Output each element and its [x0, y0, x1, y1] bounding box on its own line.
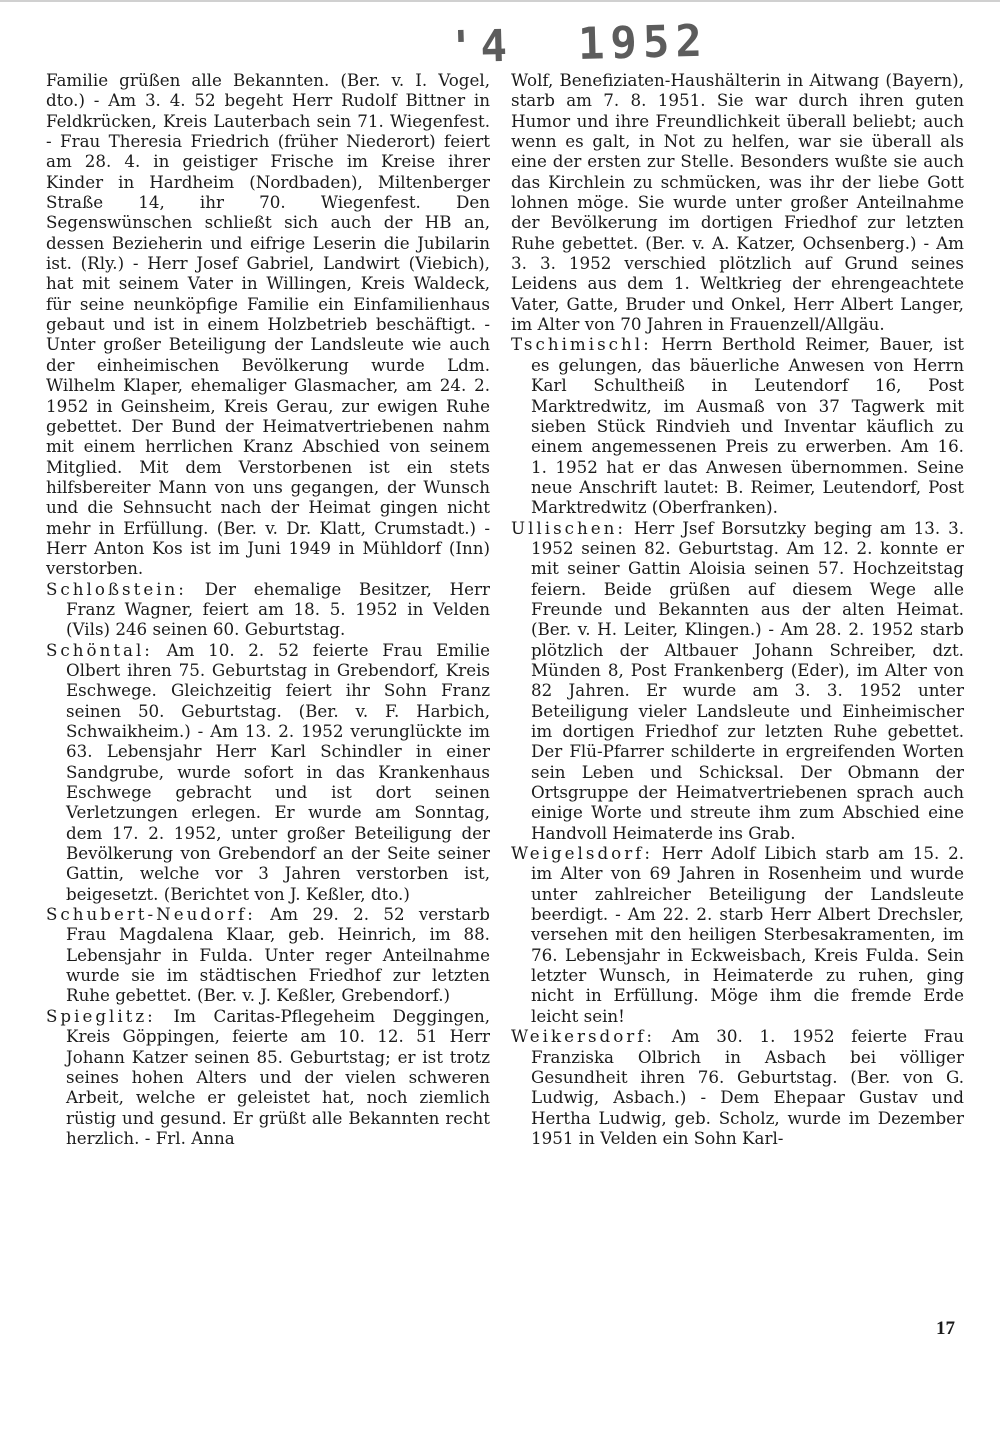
- entry-ullischen: [511, 518, 964, 844]
- entry-weikersdorf: [511, 1026, 964, 1148]
- place-name: Tschimischl:: [511, 334, 652, 355]
- entry-text: Herrn Berthold Reimer, Bauer, ist es gelungen, das bäuerliche Anwesen von Herrn Karl Schultheiß in Leutendorf 16, Post Marktredwitz, im Ausmaß von 37 Tagwerk mit sieben Stück Rindvieh und Inventar käuflich zu einem angemessenen Preis zu erwerben. Am 16. 1. 1952 hat er das Anwesen übernommen. Seine neue Anschrift lautet: B. Reimer, Leutendorf, Post Marktredwitz (Oberfranken).: [531, 334, 964, 518]
- entry-text: Am 10. 2. 52 feierte Frau Emilie Olbert ihren 75. Geburtstag in Grebendorf, Kreis Eschwege. Gleichzeitig feiert ihr Sohn Franz seinen 50. Geburtstag. (Ber. v. F. Harbich, Schwaikheim.) - Am 13. 2. 1952 verunglückte im 63. Lebensjahr Herr Karl Schindler in einer Sandgrube, wurde sofort in das Krankenhaus Eschwege gebracht und ist dort seinen Verletzungen erlegen. Er wurde am Sonntag, dem 17. 2. 1952, unter großer Beteiligung der Bevölkerung von Grebendorf an der Seite seiner Gattin, welche vor 3 Jahren verstorben ist, beigesetzt. (Berichtet von J. Keßler, dto.): [66, 639, 490, 904]
- entry-text: Am 29. 2. 52 verstarb Frau Magdalena Klaar, geb. Heinrich, im 88. Lebensjahr in Fulda. Unter reger Anteilnahme wurde sie im städtischen Friedhof zur letzten Ruhe gebettet. (Ber. v. J. Keßler, Grebendorf.): [66, 904, 490, 1006]
- place-name: Schloßstein:: [46, 578, 187, 599]
- entry-text: Im Caritas-Pflegeheim Deggingen, Kreis Göppingen, feierte am 10. 12. 51 Herr Johann Katzer seinen 85. Geburtstag; er ist trotz seines hohen Alters und der vielen schweren Arbeit, welche er geleistet hat, noch ziemlich rüstig und gesund. Er grüßt alle Bekannten recht herzlich. - Frl. Anna: [66, 1005, 490, 1148]
- year-stamp: '4 1952: [447, 15, 709, 74]
- page-number: 17: [936, 1318, 955, 1339]
- paragraph-continuation: [46, 70, 490, 579]
- place-name: Spieglitz:: [46, 1005, 156, 1026]
- entry-tschimischl: [511, 334, 964, 517]
- entry-spieglitz: [46, 1006, 490, 1148]
- entry-schubert-neudorf: [46, 904, 490, 1006]
- entry-schoental: [46, 640, 490, 904]
- place-name: Ullischen:: [511, 517, 626, 538]
- entry-text: Herr Jsef Borsutzky beging am 13. 3. 1952 seinen 82. Geburtstag. Am 12. 2. konnte er mit seiner Gattin Aloisia seinen 57. Hochzeitstag feiern. Beide grüßen auf diesem Wege alle Freunde und Bekannten aus der alten Heimat. (Ber. v. H. Leiter, Klingen.) - Am 28. 2. 1952 starb plötzlich der Altbauer Johann Schreiber, dzt. Münden 8, Post Frankenberg (Eder), im Alter von 82 Jahren. Er wurde am 3. 3. 1952 unter Beteiligung vieler Landsleute und Einheimischer im dortigen Friedhof zur letzten Ruhe gebettet. Der Flü-Pfarrer schilderte in ergreifenden Worten sein Leben und Schicksal. Der Obmann der Ortsgruppe der Heimatvertriebenen sprach auch einige Worte und streute ihm zum Abschied eine Handvoll Heimaterde ins Grab.: [531, 517, 964, 843]
- place-name: Weigelsdorf:: [511, 843, 653, 864]
- entry-schlossstein: [46, 579, 490, 640]
- paragraph-continuation: [511, 70, 964, 334]
- entry-text: Der ehemalige Besitzer, Herr Franz Wagner, feiert am 18. 5. 1952 in Velden (Vils) 246 seinen 60. Geburtstag.: [66, 578, 490, 640]
- entry-text: Am 30. 1. 1952 feierte Frau Franziska Olbrich in Asbach bei völliger Gesundheit ihren 76. Geburtstag. (Ber. von G. Ludwig, Asbach.) - Dem Ehepaar Gustav und Hertha Ludwig, geb. Scholz, wurde im Dezember 1951 in Velden ein Sohn Karl-: [531, 1026, 964, 1148]
- entry-text: Herr Adolf Libich starb am 15. 2. im Alter von 69 Jahren in Rosenheim und wurde unter zahlreicher Beteiligung der Landsleute beerdigt. - Am 22. 2. starb Herr Albert Drechsler, versehen mit den heiligen Sterbesakramenten, im 76. Lebensjahr in Eckweisbach, Kreis Fulda. Sein letzter Wunsch, in Heimaterde zu ruhen, ging nicht in Erfüllung. Möge ihm die fremde Erde leicht sein!: [531, 843, 964, 1026]
- paragraph-text: Wolf, Benefiziaten-Haushälterin in Aitwang (Bayern), starb am 7. 8. 1951. Sie war durch ihren guten Humor und ihre Freundlichkeit überall beliebt; auch wenn es galt, in Not zu helfen, war sie überall als eine der ersten zur Stelle. Besonders wußte sie auch das Kirchlein zu schmücken, was ihr der liebe Gott lohnen möge. Sie wurde unter großer Anteilnahme der Bevölkerung im dortigen Friedhof zur letzten Ruhe gebettet. (Ber. v. A. Katzer, Ochsenberg.) - Am 3. 3. 1952 verschied plötzlich auf Grund seines Leidens aus dem 1. Weltkrieg der ehrengeachtete Vater, Gatte, Bruder und Onkel, Herr Albert Langer, im Alter von 70 Jahren in Frauenzell/Allgäu.: [511, 70, 964, 335]
- place-name: Weikersdorf:: [511, 1026, 656, 1047]
- place-name: Schöntal:: [46, 639, 153, 660]
- left-column: [46, 70, 490, 1148]
- page-top-edge: [0, 0, 1000, 2]
- place-name: Schubert-Neudorf:: [46, 904, 256, 925]
- paragraph-text: Familie grüßen alle Bekannten. (Ber. v. I. Vogel, dto.) - Am 3. 4. 52 begeht Herr Rudolf Bittner in Feldkrücken, Kreis Lauterbach sein 71. Wiegenfest. - Frau Theresia Friedrich (früher Niederort) feiert am 28. 4. in geistiger Frische im Kreise ihrer Kinder in Hardheim (Nordbaden), Miltenberger Straße 14, ihr 70. Wiegenfest. Den Segenswünschen schließt sich auch der HB an, dessen Bezieherin und eifrige Leserin die Jubilarin ist. (Rly.) - Herr Josef Gabriel, Landwirt (Viebich), hat mit seinem Vater in Willingen, Kreis Waldeck, für seine neunköpfige Familie ein Einfamilienhaus gebaut und ist in einem Holzbetrieb beschäftigt. - Unter großer Beteiligung der Landsleute wie auch der einheimischen Bevölkerung wurde Ldm. Wilhelm Klaper, ehemaliger Glasmacher, am 24. 2. 1952 in Geinsheim, Kreis Gerau, zur ewigen Ruhe gebettet. Der Bund der Heimatvertriebenen nahm mit einem herrlichen Kranz Abschied von seinem Mitglied. Mit dem Verstorbenen ist ein stets hilfsbereiter Mann von uns gegangen, der Wunsch und die Sehnsucht nach der Heimat gingen nicht mehr in Erfüllung. (Ber. v. Dr. Klatt, Crumstadt.) - Herr Anton Kos ist im Juni 1949 in Mühldorf (Inn) verstorben.: [46, 70, 490, 579]
- right-column: [511, 70, 964, 1148]
- entry-weigelsdorf: [511, 843, 964, 1026]
